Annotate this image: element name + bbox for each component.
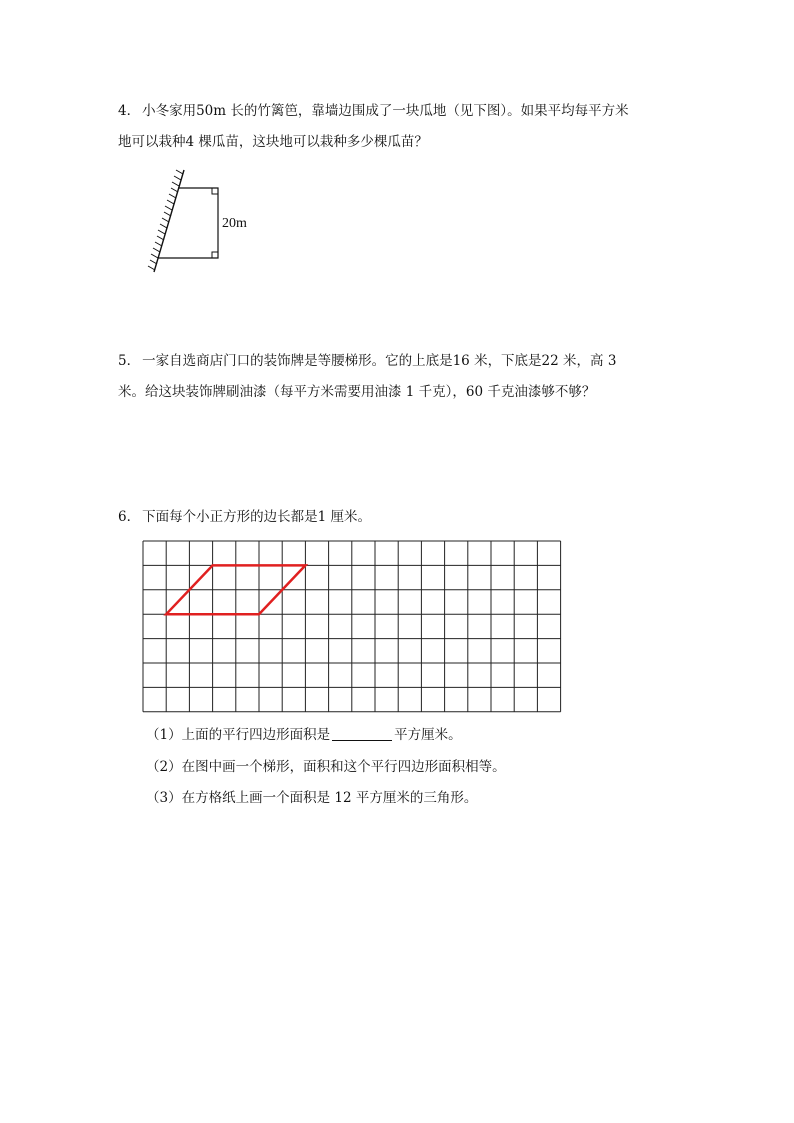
q4-line1 [118, 101, 629, 121]
wall-line [154, 170, 184, 272]
q6-number: 6． [118, 509, 141, 525]
q6-text1: 下面每个小正方形的边长都是1 厘米。 [142, 509, 371, 525]
height-label: 20m [222, 216, 247, 231]
q6-sub1-after: 平方厘米。 [394, 727, 462, 743]
q4-figure [140, 166, 260, 281]
q4-text1: 小冬家用50m 长的竹篱笆，靠墙边围成了一块瓜地（见下图）。如果平均每平方米 [142, 103, 629, 119]
q6-sub2: （2）在图中画一个梯形，面积和这个平行四边形面积相等。 [146, 759, 506, 775]
q4-line2: 地可以栽种4 棵瓜苗，这块地可以栽种多少棵瓜苗？ [118, 134, 428, 150]
q5-number: 5． [118, 353, 141, 369]
q4-number: 4． [118, 103, 141, 119]
fence-outline [158, 188, 218, 258]
wall-hatching [148, 170, 183, 270]
q5-line2: 米。给这块装饰牌刷油漆（每平方米需要用油漆 1 千克），60 千克油漆够不够？ [118, 384, 596, 400]
q6-sub3: （3）在方格纸上画一个面积是 12 平方厘米的三角形。 [146, 790, 478, 806]
q6-sub1 [146, 725, 462, 745]
q5-text1: 一家自选商店门口的装饰牌是等腰梯形。它的上底是16 米，下底是22 米，高 3 [142, 353, 617, 369]
right-angle-bottom [212, 252, 218, 258]
q6-sub1-before: （1）上面的平行四边形面积是 [146, 727, 331, 743]
right-angle-top [212, 188, 218, 194]
q6-grid[interactable] [142, 540, 562, 716]
answer-blank[interactable] [332, 726, 392, 741]
q5-line1 [118, 351, 616, 371]
q6-line1 [118, 507, 371, 527]
